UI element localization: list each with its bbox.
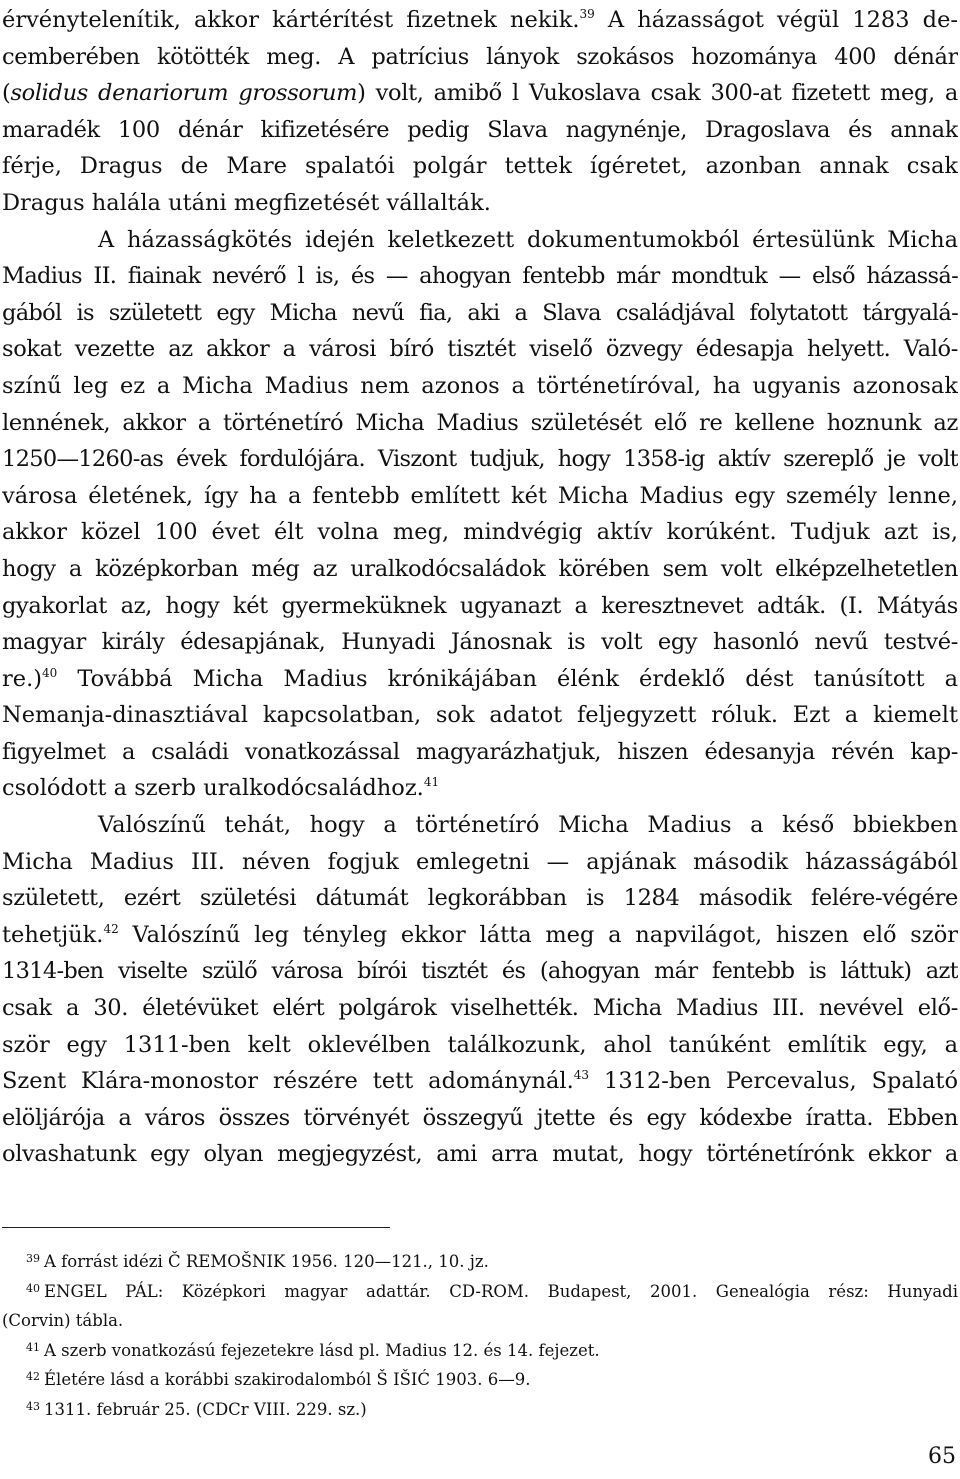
text-line: Micha Madius III. néven fogjuk emlegetni — apjának második házasságából	[2, 848, 958, 875]
text-line: figyelmet a családi vonatkozással magyarázhatjuk, hiszen édesanyja révén kap-	[2, 738, 958, 765]
footnote: $^{40}$ ENGEL PÁL: Középkori magyar adattár. CD-ROM. Budapest, 2001. Genealógia rész: Hunyadi	[26, 1281, 958, 1301]
text-line: elöljárója a város összes törvényét összegyű jtette és egy kódexbe íratta. Ebben	[2, 1104, 958, 1131]
footnote-ref: 41	[423, 775, 440, 790]
italic-term: solidus denariorum grossorum	[10, 80, 358, 107]
footnote-ref: 43	[573, 1068, 590, 1083]
text-line: lennének, akkor a történetíró Micha Madius születését elő re kellene hoznunk az	[2, 409, 958, 436]
text-line: Nemanja-dinasztiával kapcsolatban, sok adatot feljegyzett róluk. Ezt a kiemelt	[2, 702, 958, 729]
footnote: $^{39}$ A forrást idézi Č REMOŠNIK 1956. 120—121., 10. jz.	[26, 1252, 489, 1271]
text-line: csolódott a szerb uralkodócsaládhoz.$^{41}$	[2, 775, 440, 802]
footnote-separator	[2, 1227, 390, 1228]
footnote-continuation: (Corvin) tábla.	[2, 1311, 124, 1330]
text-line: A házasságkötés idején keletkezett dokumentumokból értesülünk Micha	[98, 226, 958, 253]
text-line: tehetjük.$^{42}$ Valószínű leg tényleg ekkor látta meg a napvilágot, hiszen elő ször	[2, 921, 958, 948]
text-line: született, ezért születési dátumát legkorábban is 1284 második felére-végére	[2, 885, 958, 912]
text-line: Madius II. fiainak nevérő l is, és — ahogyan fentebb már mondtuk — első házassá-	[2, 263, 958, 290]
text-line: ször egy 1311-ben kelt oklevélben találkozunk, ahol tanúként említik egy, a	[2, 1031, 958, 1058]
footnote-ref: 39	[579, 7, 595, 21]
text-line: maradék 100 dénár kifizetésére pedig Slava nagynénje, Dragoslava és annak	[2, 116, 958, 143]
text-line: akkor közel 100 évet élt volna meg, mindvégig aktív korúként. Tudjuk azt is,	[2, 519, 958, 546]
footnote-ref: 42	[103, 921, 119, 936]
page-number: 65	[928, 1444, 956, 1469]
text-line: 1250—1260-as évek fordulójára. Viszont tudjuk, hogy 1358-ig aktív szereplő je volt	[2, 446, 958, 473]
text-line: férje, Dragus de Mare spalatói polgár tettek ígéretet, azonban annak csak	[2, 153, 958, 180]
text-line: Valószínű tehát, hogy a történetíró Micha Madius a késő bbiekben	[98, 812, 958, 839]
footnote: $^{43}$ 1311. február 25. (CDCr VIII. 229. sz.)	[26, 1399, 367, 1419]
text-line: 1314-ben viselte szülő városa bírói tisztét és (ahogyan már fentebb is láttuk) azt	[2, 958, 958, 985]
text-line: sokat vezette az akkor a városi bíró tisztét viselő özvegy édesapja helyett. Való-	[2, 336, 958, 363]
text-line: gából is született egy Micha nevű fia, aki a Slava családjával folytatott tárgyalá-	[2, 299, 958, 326]
text-line: olvashatunk egy olyan megjegyzést, ami arra mutat, hogy történetírónk ekkor a	[2, 1141, 958, 1168]
footnote-ref: 40	[42, 665, 58, 680]
text-line: re.)$^{40}$ Továbbá Micha Madius krónikájában élénk érdeklő dést tanúsított a	[2, 665, 958, 692]
text-line: (solidus denariorum grossorum) volt, amibő l Vukoslava csak 300-at fizetett meg, a	[2, 80, 958, 107]
body-text	[2, 2, 958, 1173]
footnote: $^{41}$ A szerb vonatkozású fejezetekre lásd pl. Madius 12. és 14. fejezet.	[26, 1340, 600, 1360]
text-line: gyakorlat az, hogy két gyermeküknek ugyanazt a keresztnevet adták. (I. Mátyás	[2, 592, 958, 619]
text-line: érvénytelenítik, akkor kártérítést fizetnek nekik.$^{39}$ A házasságot végül 1283 de-	[2, 7, 958, 33]
text-line: városa életének, így ha a fentebb említett két Micha Madius egy személy lenne,	[2, 482, 958, 509]
text-line: Szent Klára-monostor részére tett adománynál.$^{43}$ 1312-ben Percevalus, Spalató	[2, 1068, 958, 1095]
text-line: hogy a középkorban még az uralkodócsaládok körében sem volt elképzelhetetlen	[2, 555, 958, 582]
text-line: színű leg ez a Micha Madius nem azonos a történetíróval, ha ugyanis azonosak	[2, 372, 958, 399]
text-line: Dragus halála utáni megfizetését vállalták.	[2, 189, 491, 216]
footnotes	[2, 1247, 958, 1424]
footnote: $^{42}$ Életére lásd a korábbi szakirodalomból Š IŠIĆ 1903. 6—9.	[26, 1370, 531, 1389]
text-line: magyar király édesapjának, Hunyadi Jánosnak is volt egy hasonló nevű testvé-	[2, 629, 958, 656]
text-line: cemberében kötötték meg. A patrícius lányok szokásos hozománya 400 dénár	[2, 43, 958, 70]
text-line: csak a 30. életévüket elért polgárok viselhették. Micha Madius III. nevével elő-	[2, 995, 958, 1022]
